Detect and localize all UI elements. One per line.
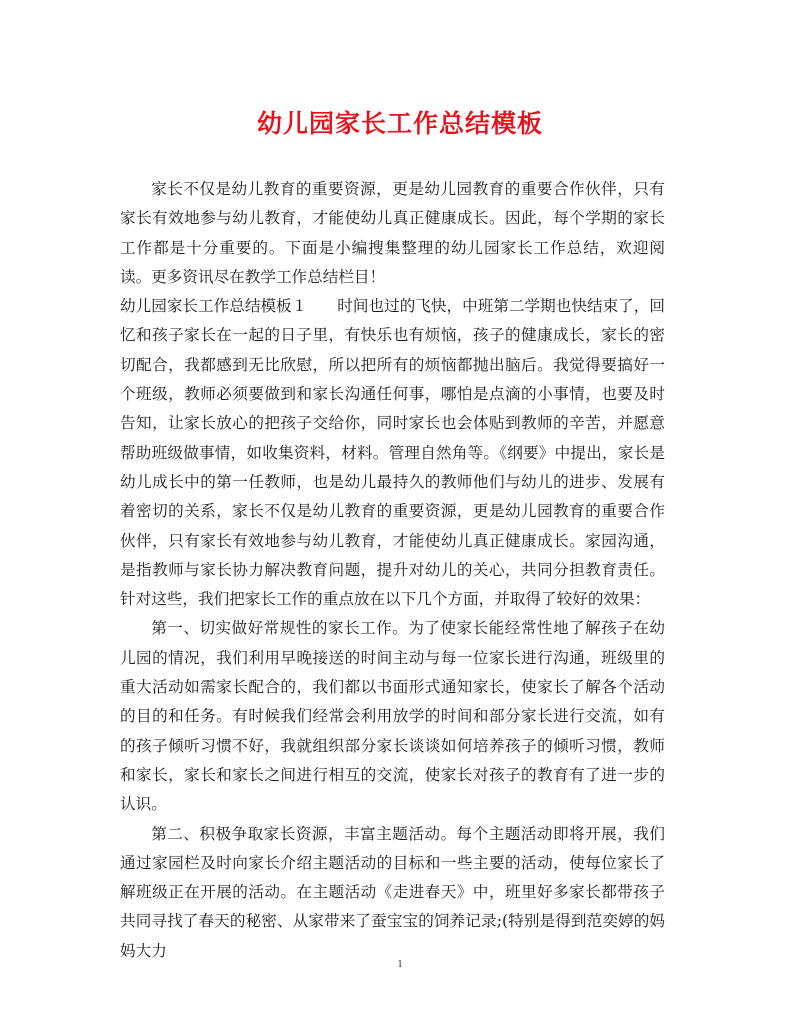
section-1-paragraph: 第一、切实做好常规性的家长工作。为了使家长能经常性地了解孩子在幼儿园的情况，我们利用早晚接送的时间主动与每一位家长进行沟通，班级里的重大活动如需家长配合的，我们都以书面形式通知家长，使家长了解各个活动的目的和任务。有时候我们经常会利用放学的时间和部分家长进行交流，如有的孩子倾听习惯不好，我就组织部分家长谈谈如何培养孩子的倾听习惯，教师和家长，家长和家长之间进行相互的交流，使家长对孩子的教育有了进一步的认识。 — [120, 619, 665, 814]
document-body — [120, 175, 665, 966]
template-label: 幼儿园家长工作总结模板１ — [120, 297, 308, 316]
template-paragraph — [120, 292, 665, 614]
intro-paragraph: 家长不仅是幼儿教育的重要资源，更是幼儿园教育的重要合作伙伴，只有家长有效地参与幼儿教育，才能使幼儿真正健康成长。因此，每个学期的家长工作都是十分重要的。下面是小编搜集整理的幼儿园家长工作总结，欢迎阅读。更多资讯尽在教学工作总结栏目！ — [120, 180, 665, 286]
document-title: 幼儿园家长工作总结模板 — [256, 109, 543, 138]
template-text: 时间也过的飞快，中班第二学期也快结束了，回忆和孩子家长在一起的日子里，有快乐也有烦恼，孩子的健康成长，家长的密切配合，我都感到无比欣慰，所以把所有的烦恼都抛出脑后。我觉得要搞好一个班级，教师必须要做到和家长沟通任何事，哪怕是点滴的小事情，也要及时告知，让家长放心的把孩子交给你，同时家长也会体贴到教师的辛苦，并愿意帮助班级做事情，如收集资料，材料。管理自然角等。《纲要》中提出，家长是幼儿成长中的第一任教师，也是幼儿最持久的教师他们与幼儿的进步、发展有着密切的关系，家长不仅是幼儿教育的重要资源，更是幼儿园教育的重要合作伙伴，只有家长有效地参与幼儿教育，才能使幼儿真正健康成长。家园沟通，是指教师与家长协力解决教育问题，提升对幼儿的关心，共同分担教育责任。针对这些，我们把家长工作的重点放在以下几个方面，并取得了较好的效果： — [120, 297, 665, 609]
page-number: 1 — [397, 958, 403, 970]
section-2-paragraph: 第二、积极争取家长资源，丰富主题活动。每个主题活动即将开展，我们通过家园栏及时向家长介绍主题活动的目标和一些主要的活动，使每位家长了解班级正在开展的活动。在主题活动《走进春天》中，班里好多家长都带孩子共同寻找了春天的秘密、从家带来了蚕宝宝的饲养记录;(特别是得到范奕婷的妈妈大力 — [120, 824, 665, 960]
